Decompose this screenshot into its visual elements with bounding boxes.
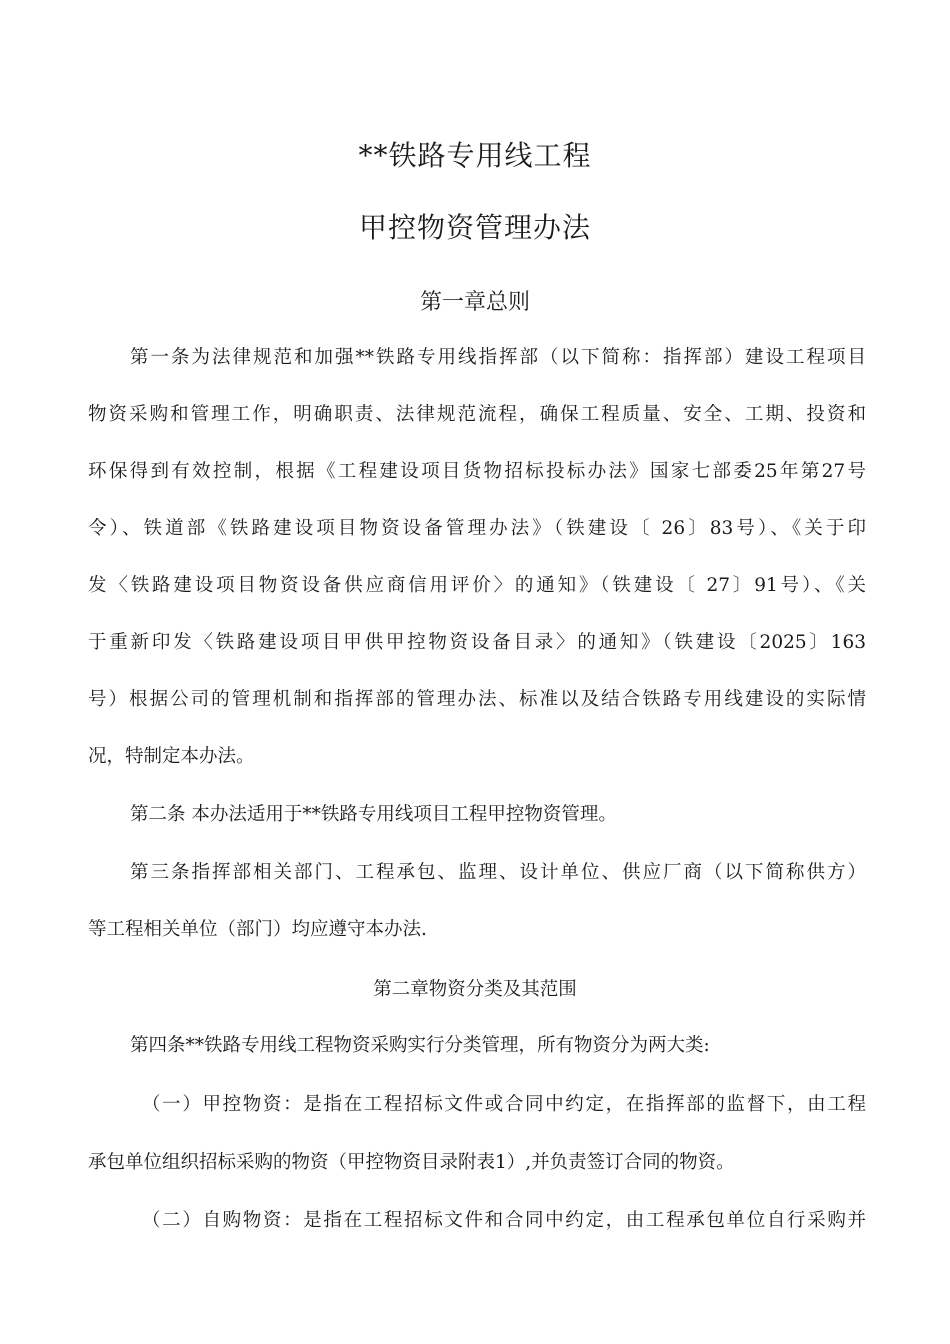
article-3-line-1: 第三条指挥部相关部门、工程承包、监理、设计单位、供应厂商（以下简称供方）: [130, 862, 866, 883]
article-1-line-8: 况，特制定本办法。: [88, 746, 255, 767]
item-1-line-1: （一）甲控物资：是指在工程招标文件或合同中约定，在指挥部的监督下，由工程: [142, 1094, 866, 1115]
article-1-line-4: 令）、铁道部《铁路建设项目物资设备管理办法》（铁建设〔 26〕83号）、《关于印: [88, 518, 866, 539]
document-title-line-1: **铁路专用线工程: [358, 139, 592, 172]
article-1-line-5: 发〈铁路建设项目物资设备供应商信用评价〉的通知》（铁建设〔 27〕91号）、《关: [88, 575, 866, 596]
document-title-line-2: 甲控物资管理办法: [358, 211, 591, 244]
article-1-line-3: 环保得到有效控制，根据《工程建设项目货物招标投标办法》国家七部委25年第27号: [88, 461, 866, 482]
chapter-1-heading: 第一章总则: [419, 290, 530, 315]
article-1-line-1: 第一条为法律规范和加强**铁路专用线指挥部（以下简称：指挥部）建设工程项目: [130, 347, 866, 368]
chapter-2-heading: 第二章物资分类及其范围: [373, 979, 577, 1000]
article-1-line-2: 物资采购和管理工作，明确职责、法律规范流程，确保工程质量、安全、工期、投资和: [88, 404, 866, 425]
article-3-line-2: 等工程相关单位（部门）均应遵守本办法.: [88, 919, 427, 940]
item-1-line-2: 承包单位组织招标采购的物资（甲控物资目录附表1）,并负责签订合同的物资。: [88, 1152, 735, 1173]
item-2-line-1: （二）自购物资：是指在工程招标文件和合同中约定，由工程承包单位自行采购并: [142, 1210, 866, 1231]
article-2-line-1: 第二条 本办法适用于**铁路专用线项目工程甲控物资管理。: [130, 804, 617, 825]
article-4-line-1: 第四条**铁路专用线工程物资采购实行分类管理，所有物资分为两大类:: [130, 1035, 710, 1056]
article-1-line-6: 于重新印发〈铁路建设项目甲供甲控物资设备目录〉的通知》（铁建设〔2025〕163: [88, 632, 866, 653]
article-1-line-7: 号）根据公司的管理机制和指挥部的管理办法、标准以及结合铁路专用线建设的实际情: [88, 689, 866, 710]
